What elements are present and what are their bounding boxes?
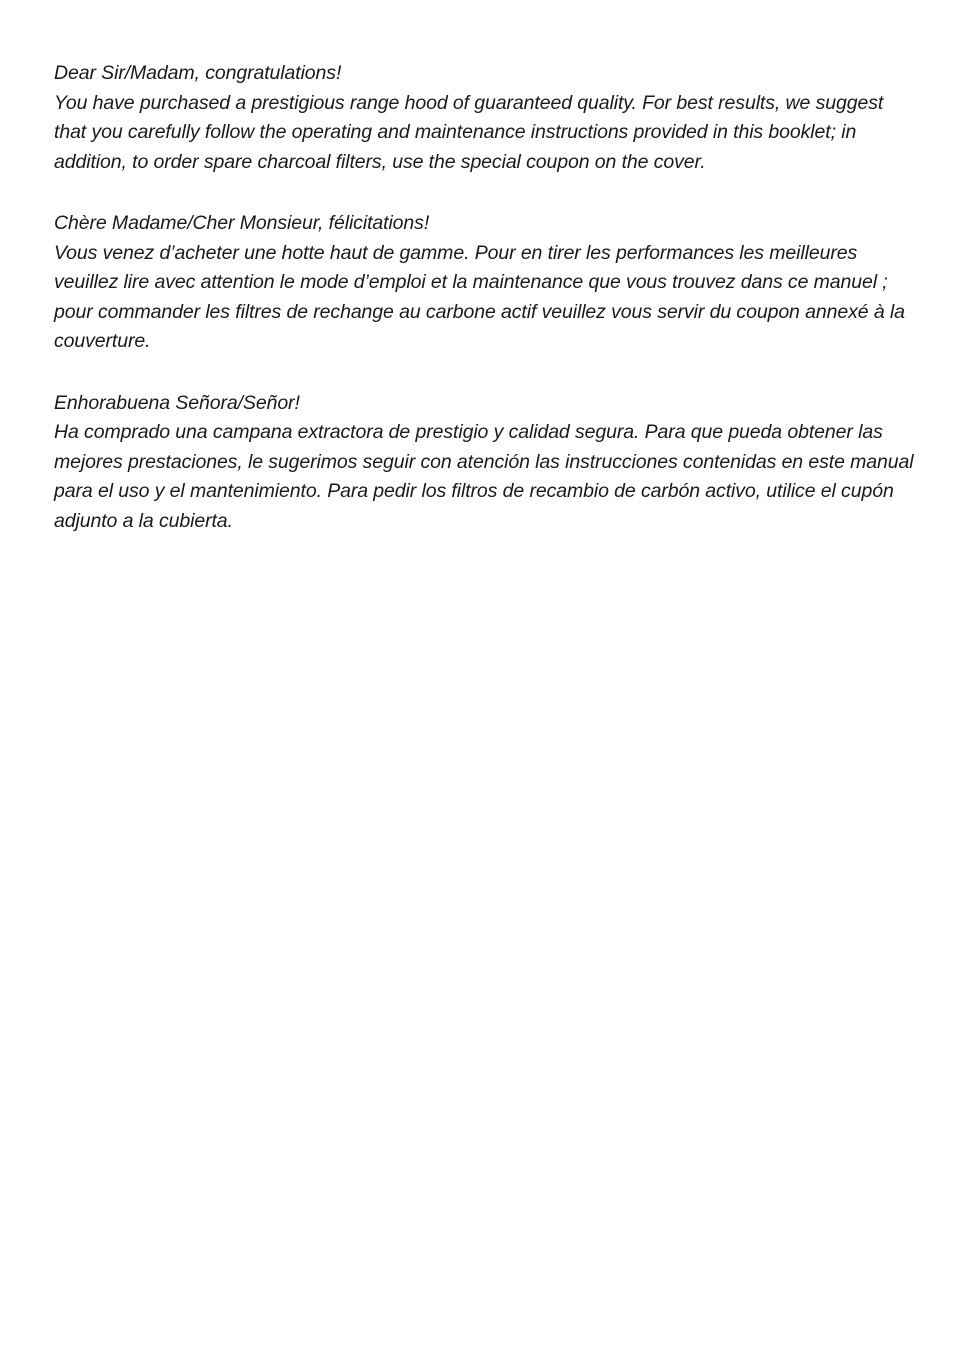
greeting-french: Chère Madame/Cher Monsieur, félicitations! bbox=[54, 212, 430, 234]
greeting-spanish: Enhorabuena Señora/Señor! bbox=[54, 391, 300, 414]
section-french bbox=[54, 209, 914, 357]
greeting-english: Dear Sir/Madam, congratulations! bbox=[54, 62, 342, 84]
section-english bbox=[54, 59, 914, 177]
paragraph-spanish: Ha comprado una campana extractora de prestigio y calidad segura. Para que pueda obtener las mejores prestaciones, le sugerimos seguir con atención las instrucciones contenidas en este manual para el uso y el mantenimiento. Para pedir los filtros de recambio de carbón activo, utilice el cupón adjunto a la cubierta. bbox=[54, 421, 914, 532]
paragraph-french: Vous venez d’acheter une hotte haut de gamme. Pour en tirer les performances les meilleures veuillez lire avec attention le mode d’emploi et la maintenance que vous trouvez dans ce manuel ; pour commander les filtres de rechange au carbone actif veuillez vous servir du coupon annexé à la couverture. bbox=[54, 241, 905, 352]
document-page bbox=[54, 59, 914, 568]
paragraph-english: You have purchased a prestigious range hood of guaranteed quality. For best results, we suggest that you carefully follow the operating and maintenance instructions provided in this booklet; in addition, to order spare charcoal filters, use the special coupon on the cover. bbox=[54, 91, 884, 173]
section-spanish bbox=[54, 389, 914, 537]
